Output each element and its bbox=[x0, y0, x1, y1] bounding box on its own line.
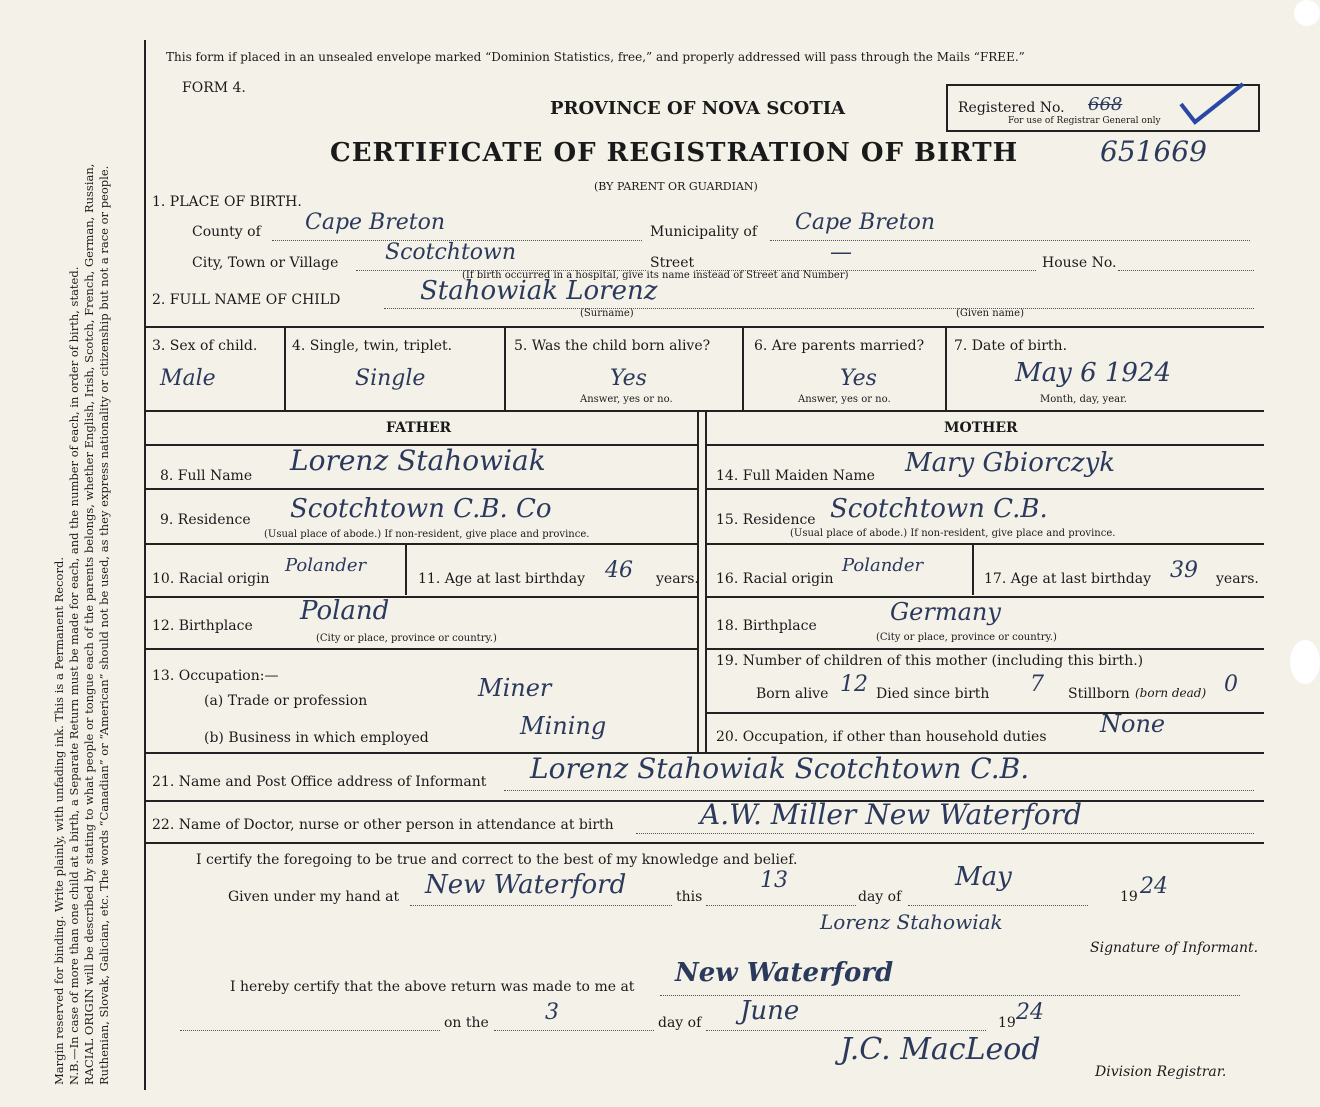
binder-hole-top bbox=[1294, 0, 1320, 26]
father-age-value: 46 bbox=[605, 558, 633, 583]
father-race-label: 10. Racial origin bbox=[152, 571, 270, 587]
this-label: this bbox=[676, 889, 703, 905]
registered-number-box bbox=[946, 84, 1260, 132]
on-the-label: on the bbox=[444, 1015, 489, 1031]
doctor-label: 22. Name of Doctor, nurse or other person in attendance at birth bbox=[152, 817, 614, 833]
margin-note-line-3: RACIAL ORIGIN will be described by stating to what people or tongue each of the parents belongs, whether English, Irish, Scotch, French, German, Russian, bbox=[82, 163, 96, 1085]
municipality-label: Municipality of bbox=[650, 224, 758, 240]
father-row-12-border bbox=[146, 648, 698, 650]
father-birthplace-note: (City or place, province or country.) bbox=[316, 633, 497, 644]
date-of-birth-value: May 6 1924 bbox=[1015, 358, 1172, 388]
multiple-birth-label: 4. Single, twin, triplet. bbox=[292, 338, 453, 354]
born-alive-note: Answer, yes or no. bbox=[580, 394, 673, 405]
informant-line bbox=[504, 790, 1254, 791]
father-name-label: 8. Full Name bbox=[160, 468, 253, 484]
registrar-signature: J.C. MacLeod bbox=[840, 1032, 1041, 1067]
binder-hole-middle bbox=[1290, 640, 1320, 684]
mother-age-value: 39 bbox=[1170, 558, 1198, 583]
margin-note-line-2: N.B.—In case of more than one child at a birth, a Separate Return must be made for each, and the number of each, in order of birth, stated. bbox=[67, 266, 81, 1085]
province-heading: PROVINCE OF NOVA SCOTIA bbox=[550, 98, 846, 119]
parents-married-label: 6. Are parents married? bbox=[754, 338, 925, 354]
parents-divider-right bbox=[705, 412, 707, 752]
child-name-value: Stahowiak Lorenz bbox=[420, 276, 658, 306]
mother-header-border bbox=[706, 444, 1264, 446]
row3-divider-1 bbox=[284, 328, 286, 410]
died-count-value: 7 bbox=[1030, 672, 1044, 697]
mother-name-label: 14. Full Maiden Name bbox=[716, 468, 875, 484]
child-name-label: 2. FULL NAME OF CHILD bbox=[152, 292, 341, 308]
parents-married-value: Yes bbox=[840, 366, 877, 391]
father-name-value: Lorenz Stahowiak bbox=[290, 444, 546, 477]
mother-occupation-label: 20. Occupation, if other than household duties bbox=[716, 729, 1047, 745]
given-place-value: New Waterford bbox=[425, 870, 627, 900]
this-day-value: 13 bbox=[760, 868, 788, 893]
mother-name-value: Mary Gbiorczyk bbox=[905, 448, 1116, 478]
date-of-birth-label: 7. Date of birth. bbox=[954, 338, 1068, 354]
father-row-9-border bbox=[146, 543, 698, 545]
reg-day-line bbox=[494, 1030, 654, 1031]
mother-row-19-border bbox=[706, 712, 1264, 714]
reg-year-suffix: 24 bbox=[1016, 1000, 1044, 1025]
mother-residence-note: (Usual place of abode.) If non-resident, give place and province. bbox=[790, 528, 1116, 539]
doctor-line bbox=[636, 833, 1254, 834]
mother-birthplace-label: 18. Birthplace bbox=[716, 618, 817, 634]
year-prefix: 19 bbox=[1120, 889, 1138, 905]
mother-residence-value: Scotchtown C.B. bbox=[830, 494, 1048, 524]
given-under-label: Given under my hand at bbox=[228, 889, 400, 905]
multiple-birth-value: Single bbox=[355, 366, 426, 391]
father-birthplace-label: 12. Birthplace bbox=[152, 618, 253, 634]
father-age-label: 11. Age at last birthday bbox=[418, 571, 586, 587]
father-trade-value: Miner bbox=[478, 674, 552, 702]
registrar-place-value: New Waterford bbox=[675, 958, 894, 988]
mother-race-label: 16. Racial origin bbox=[716, 571, 834, 587]
died-count-label: Died since birth bbox=[876, 686, 990, 702]
date-of-birth-note: Month, day, year. bbox=[1040, 394, 1127, 405]
father-occupation-label: 13. Occupation:— bbox=[152, 668, 279, 684]
child-name-line bbox=[384, 308, 1254, 309]
given-place-line bbox=[410, 905, 672, 906]
registered-no-value: 668 bbox=[1088, 94, 1123, 115]
surname-note: (Surname) bbox=[580, 308, 634, 319]
mother-age-label: 17. Age at last birthday bbox=[984, 571, 1152, 587]
doctor-value: A.W. Miller New Waterford bbox=[700, 798, 1082, 831]
place-of-birth-label: 1. PLACE OF BIRTH. bbox=[152, 194, 302, 210]
row3-divider-4 bbox=[945, 328, 947, 410]
hospital-note: (If birth occurred in a hospital, give its name instead of Street and Number) bbox=[462, 270, 849, 281]
street-label: Street bbox=[650, 255, 695, 271]
born-alive-count-label: Born alive bbox=[756, 686, 829, 702]
mother-birthplace-note: (City or place, province or country.) bbox=[876, 632, 1057, 643]
municipality-value: Cape Breton bbox=[795, 210, 936, 235]
row3-divider-2 bbox=[504, 328, 506, 410]
this-day-line bbox=[706, 905, 856, 906]
born-alive-count-value: 12 bbox=[840, 672, 868, 697]
form-number: FORM 4. bbox=[182, 80, 246, 96]
year-suffix: 24 bbox=[1140, 874, 1168, 899]
postal-note: This form if placed in an unsealed envelope marked “Dominion Statistics, free,” and properly addressed will pass through the Mails “FREE.” bbox=[166, 50, 1025, 64]
informant-value: Lorenz Stahowiak Scotchtown C.B. bbox=[530, 752, 1030, 785]
informant-label: 21. Name and Post Office address of Informant bbox=[152, 774, 487, 790]
month-value: May bbox=[955, 862, 1012, 892]
margin-note-line-4: Ruthenian, Slovak, Galician, etc. The words “Canadian” or “American” should not be used, as they express nationality or citizenship but not a race or people. bbox=[97, 165, 111, 1085]
given-name-note: (Given name) bbox=[956, 308, 1024, 319]
father-business-value: Mining bbox=[520, 712, 607, 740]
mother-race-divider bbox=[972, 545, 974, 595]
reg-year-prefix: 19 bbox=[998, 1015, 1016, 1031]
row22-border bbox=[146, 842, 1264, 844]
month-line bbox=[908, 905, 1088, 906]
mother-birthplace-value: Germany bbox=[890, 598, 1001, 626]
checkmark-icon bbox=[1173, 82, 1253, 132]
house-no-line bbox=[1118, 270, 1254, 271]
born-alive-label: 5. Was the child born alive? bbox=[514, 338, 711, 354]
parents-married-note: Answer, yes or no. bbox=[798, 394, 891, 405]
document-subtitle: (BY PARENT OR GUARDIAN) bbox=[594, 180, 758, 193]
registrar-signature-label: Division Registrar. bbox=[1095, 1064, 1227, 1080]
sex-value: Male bbox=[160, 366, 216, 391]
row3-top-border bbox=[146, 326, 1264, 328]
father-trade-label: (a) Trade or profession bbox=[204, 693, 368, 709]
registrar-statement: I hereby certify that the above return was made to me at bbox=[230, 979, 635, 995]
mother-row-18-border bbox=[706, 648, 1264, 650]
father-race-value: Polander bbox=[285, 555, 367, 576]
born-alive-value: Yes bbox=[610, 366, 647, 391]
day-of-label: day of bbox=[858, 889, 902, 905]
mother-age-unit: years. bbox=[1216, 571, 1259, 587]
stillborn-label: Stillborn bbox=[1068, 686, 1130, 702]
street-value: — bbox=[830, 240, 852, 265]
mother-residence-label: 15. Residence bbox=[716, 512, 816, 528]
registrar-blank-line bbox=[180, 1030, 440, 1031]
reg-day-of-label: day of bbox=[658, 1015, 702, 1031]
city-label: City, Town or Village bbox=[192, 255, 339, 271]
informant-signature-label: Signature of Informant. bbox=[1090, 940, 1259, 956]
document-title: CERTIFICATE OF REGISTRATION OF BIRTH bbox=[330, 138, 1019, 168]
father-residence-note: (Usual place of abode.) If non-resident, give place and province. bbox=[264, 529, 590, 540]
house-no-label: House No. bbox=[1042, 255, 1117, 271]
father-race-divider bbox=[405, 545, 407, 595]
registrar-note: For use of Registrar General only bbox=[1008, 116, 1161, 126]
stillborn-note: (born dead) bbox=[1135, 686, 1207, 700]
county-value: Cape Breton bbox=[305, 210, 446, 235]
father-row-10-border bbox=[146, 596, 698, 598]
father-heading: FATHER bbox=[386, 420, 452, 436]
binding-margin-line bbox=[144, 40, 146, 1090]
stillborn-value: 0 bbox=[1224, 672, 1238, 697]
mother-race-value: Polander bbox=[842, 555, 924, 576]
margin-note-line-1: Margin reserved for binding. Write plainly, with unfading ink. This is a Permanent Record. bbox=[52, 557, 66, 1085]
mother-row-15-border bbox=[706, 543, 1264, 545]
mother-heading: MOTHER bbox=[944, 420, 1018, 436]
reg-month-line bbox=[706, 1030, 986, 1031]
sex-label: 3. Sex of child. bbox=[152, 338, 258, 354]
mother-row-14-border bbox=[706, 488, 1264, 490]
city-value: Scotchtown bbox=[385, 240, 517, 265]
certificate-number: 651669 bbox=[1100, 135, 1207, 168]
informant-signature: Lorenz Stahowiak bbox=[820, 910, 1003, 934]
children-count-label: 19. Number of children of this mother (including this birth.) bbox=[716, 653, 1144, 669]
father-business-label: (b) Business in which employed bbox=[204, 730, 429, 746]
mother-occupation-value: None bbox=[1100, 710, 1166, 738]
father-residence-label: 9. Residence bbox=[160, 512, 251, 528]
father-residence-value: Scotchtown C.B. Co bbox=[290, 494, 552, 524]
registered-no-label: Registered No. bbox=[958, 100, 1065, 116]
margin-instructions bbox=[52, 55, 112, 1085]
father-birthplace-value: Poland bbox=[300, 596, 390, 626]
father-row-8-border bbox=[146, 488, 698, 490]
county-label: County of bbox=[192, 224, 261, 240]
father-age-unit: years. bbox=[656, 571, 699, 587]
certify-statement: I certify the foregoing to be true and correct to the best of my knowledge and belief. bbox=[196, 852, 798, 868]
row3-divider-3 bbox=[742, 328, 744, 410]
reg-day-value: 3 bbox=[545, 1000, 559, 1025]
reg-month-value: June bbox=[740, 996, 800, 1026]
